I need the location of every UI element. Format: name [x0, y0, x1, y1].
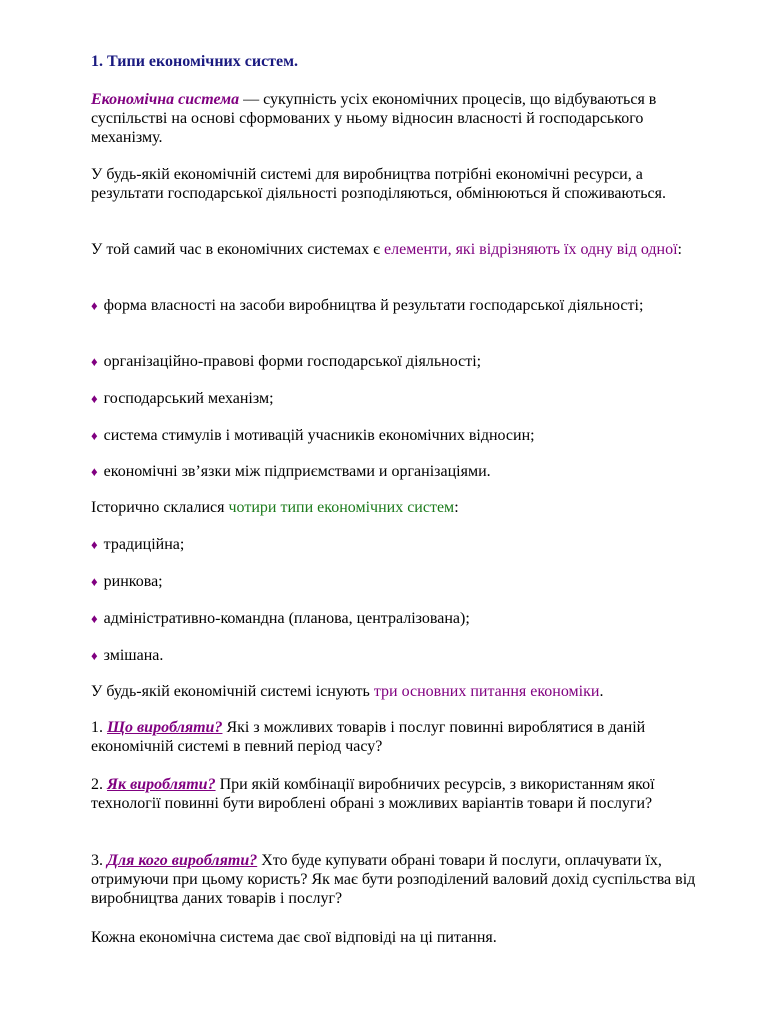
elements-intro: У той самий час в економічних системах є елементи, які відрізняють їх одну від одної:	[91, 241, 682, 258]
question-label: Для кого виробляти?	[107, 852, 258, 869]
list-item: ♦ система стимулів і мотивацій учасників економічних відносин;	[91, 427, 535, 444]
definition-paragraph	[91, 90, 716, 147]
question-label: Як виробляти?	[107, 776, 216, 793]
resources-paragraph: У будь-якій економічній системі для виробництва потрібні економічні ресурси, а результати господарської діяльності розподіляються, обмінюються й споживаються.	[91, 166, 667, 202]
definition-term: Економічна система	[91, 91, 240, 108]
question-item: 3. Для кого виробляти? Хто буде купувати обрані товари й послуги, оплачувати їх, отримуючи при цьому користь? Як має бути розподілений валовий дохід суспільства від виробництва даних товарів і послуг?	[91, 852, 696, 907]
question-label: Що виробляти?	[107, 719, 223, 736]
diamond-bullet-icon: ♦	[91, 464, 98, 479]
diamond-bullet-icon: ♦	[91, 298, 98, 313]
section-heading: 1. Типи економічних систем.	[91, 53, 299, 70]
question-item: 2. Як виробляти? При якій комбінації виробничих ресурсів, з використанням якої технології повинні бути вироблені обрані з можливих варіантів товари й послуги?	[91, 776, 655, 812]
list-item: ♦ ринкова;	[91, 573, 163, 590]
question-item: 1. Що виробляти? Які з можливих товарів і послуг повинні вироблятися в даній економічній системі в певний період часу?	[91, 719, 646, 755]
diamond-bullet-icon: ♦	[91, 391, 98, 406]
list-item: ♦ адміністративно-командна (планова, централізована);	[91, 610, 470, 627]
questions-highlight: три основних питання економіки	[373, 683, 600, 700]
diamond-bullet-icon: ♦	[91, 648, 98, 663]
types-highlight: чотири типи економічних систем	[228, 499, 455, 516]
list-item: ♦ господарський механізм;	[91, 390, 274, 407]
list-item: ♦ традиційна;	[91, 536, 185, 553]
diamond-bullet-icon: ♦	[91, 611, 98, 626]
list-item: ♦ економічні зв’язки між підприємствами и організаціями.	[91, 463, 491, 480]
diamond-bullet-icon: ♦	[91, 354, 98, 369]
list-item: ♦ змішана.	[91, 647, 164, 664]
diamond-bullet-icon: ♦	[91, 574, 98, 589]
conclusion-paragraph: Кожна економічна система дає свої відповіді на ці питання.	[91, 929, 497, 946]
elements-highlight: елементи, які відрізняють їх одну від одної	[384, 241, 678, 258]
diamond-bullet-icon: ♦	[91, 428, 98, 443]
types-intro: Історично склалися чотири типи економічних систем:	[91, 499, 459, 516]
diamond-bullet-icon: ♦	[91, 537, 98, 552]
definition-text: — сукупність усіх економічних процесів, що відбуваються в суспільстві на основі сформованих у ньому відносин власності й господарського механізму.	[91, 91, 657, 146]
questions-intro: У будь-якій економічній системі існують три основних питання економіки.	[91, 683, 604, 700]
list-item: ♦ форма власності на засоби виробництва й результати господарської діяльності;	[91, 297, 644, 314]
list-item: ♦ організаційно-правові форми господарської діяльності;	[91, 353, 482, 370]
